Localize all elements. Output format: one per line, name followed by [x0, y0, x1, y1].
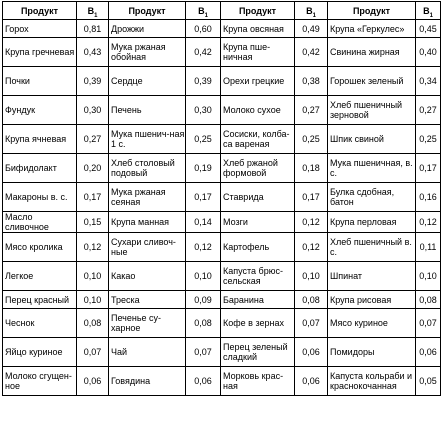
b1-value-cell: 0,06 — [416, 338, 441, 367]
product-cell: Молоко сухое — [221, 96, 295, 125]
b1-value-cell: 0,10 — [77, 262, 109, 291]
product-cell: Горошек зеленый — [328, 67, 416, 96]
table-row — [3, 183, 441, 212]
table-row — [3, 212, 441, 233]
table-row — [3, 233, 441, 262]
b1-value-cell: 0,10 — [295, 262, 328, 291]
product-cell: Хлеб пшеничный зерновой — [328, 96, 416, 125]
b1-value-cell: 0,09 — [186, 291, 221, 309]
b1-value-cell: 0,18 — [295, 154, 328, 183]
b1-value-cell: 0,19 — [186, 154, 221, 183]
table-row — [3, 309, 441, 338]
b1-column-header: $B_1$ — [77, 2, 109, 20]
b1-column-header: $B_1$ — [295, 2, 328, 20]
product-cell: Крупа рисовая — [328, 291, 416, 309]
product-cell: Крупа «Геркулес» — [328, 20, 416, 38]
table-body — [3, 20, 441, 396]
b1-value-cell: 0,10 — [77, 291, 109, 309]
product-cell: Почки — [3, 67, 77, 96]
b1-value-cell: 0,08 — [416, 291, 441, 309]
b1-value-cell: 0,39 — [77, 67, 109, 96]
table-row — [3, 67, 441, 96]
product-column-header: Продукт — [221, 2, 295, 20]
b1-value-cell: 0,12 — [186, 233, 221, 262]
vitamin-b1-table — [2, 1, 441, 396]
product-cell: Помидоры — [328, 338, 416, 367]
product-cell: Горох — [3, 20, 77, 38]
b1-value-cell: 0,16 — [416, 183, 441, 212]
b1-value-cell: 0,39 — [186, 67, 221, 96]
b1-value-cell: 0,06 — [77, 367, 109, 396]
product-cell: Какао — [109, 262, 186, 291]
product-cell: Баранина — [221, 291, 295, 309]
b1-value-cell: 0,34 — [416, 67, 441, 96]
product-cell: Легкое — [3, 262, 77, 291]
product-column-header: Продукт — [3, 2, 77, 20]
b1-value-cell: 0,30 — [77, 96, 109, 125]
product-cell: Чай — [109, 338, 186, 367]
b1-value-cell: 0,25 — [186, 125, 221, 154]
b1-value-cell: 0,10 — [416, 262, 441, 291]
product-cell: Хлеб столовый подовый — [109, 154, 186, 183]
b1-value-cell: 0,17 — [416, 154, 441, 183]
product-cell: Мука ржаная обойная — [109, 38, 186, 67]
product-cell: Сосиски, колба-са вареная — [221, 125, 295, 154]
b1-value-cell: 0,08 — [186, 309, 221, 338]
product-cell: Морковь крас-ная — [221, 367, 295, 396]
product-cell: Макароны в. с. — [3, 183, 77, 212]
b1-value-cell: 0,42 — [186, 38, 221, 67]
b1-value-cell: 0,07 — [295, 309, 328, 338]
header-row — [3, 2, 441, 20]
b1-value-cell: 0,30 — [186, 96, 221, 125]
b1-value-cell: 0,20 — [77, 154, 109, 183]
b1-column-header: $B_1$ — [186, 2, 221, 20]
product-cell: Мука пшенич-ная 1 с. — [109, 125, 186, 154]
b1-value-cell: 0,12 — [416, 212, 441, 233]
product-cell: Картофель — [221, 233, 295, 262]
b1-column-header: $B_1$ — [416, 2, 441, 20]
product-cell: Крупа перловая — [328, 212, 416, 233]
product-cell: Мука ржаная сеяная — [109, 183, 186, 212]
product-cell: Сухари сливоч-ные — [109, 233, 186, 262]
b1-value-cell: 0,40 — [416, 38, 441, 67]
product-cell: Печень — [109, 96, 186, 125]
b1-value-cell: 0,06 — [295, 367, 328, 396]
b1-value-cell: 0,25 — [416, 125, 441, 154]
product-cell: Говядина — [109, 367, 186, 396]
product-cell: Капуста брюс-сельская — [221, 262, 295, 291]
product-cell: Орехи грецкие — [221, 67, 295, 96]
b1-value-cell: 0,08 — [77, 309, 109, 338]
b1-value-cell: 0,27 — [416, 96, 441, 125]
b1-value-cell: 0,10 — [186, 262, 221, 291]
b1-value-cell: 0,08 — [295, 291, 328, 309]
product-cell: Яйцо куриное — [3, 338, 77, 367]
b1-value-cell: 0,81 — [77, 20, 109, 38]
b1-value-cell: 0,49 — [295, 20, 328, 38]
product-cell: Хлеб пшеничный в. с. — [328, 233, 416, 262]
b1-value-cell: 0,12 — [295, 233, 328, 262]
product-cell: Печенье су-харное — [109, 309, 186, 338]
product-cell: Шпинат — [328, 262, 416, 291]
b1-value-cell: 0,11 — [416, 233, 441, 262]
product-cell: Мясо куриное — [328, 309, 416, 338]
b1-value-cell: 0,42 — [295, 38, 328, 67]
b1-value-cell: 0,07 — [416, 309, 441, 338]
b1-value-cell: 0,14 — [186, 212, 221, 233]
product-cell: Перец красный — [3, 291, 77, 309]
b1-value-cell: 0,05 — [416, 367, 441, 396]
product-cell: Капуста кольраби и краснокочанная — [328, 367, 416, 396]
table-row — [3, 262, 441, 291]
b1-value-cell: 0,60 — [186, 20, 221, 38]
b1-value-cell: 0,15 — [77, 212, 109, 233]
product-cell: Крупа гречневая — [3, 38, 77, 67]
product-cell: Молоко сгущен-ное — [3, 367, 77, 396]
b1-value-cell: 0,25 — [295, 125, 328, 154]
b1-value-cell: 0,07 — [77, 338, 109, 367]
product-cell: Сердце — [109, 67, 186, 96]
b1-value-cell: 0,12 — [295, 212, 328, 233]
product-cell: Перец зеленый сладкий — [221, 338, 295, 367]
product-cell: Дрожжи — [109, 20, 186, 38]
table-row — [3, 38, 441, 67]
table-header — [3, 2, 441, 20]
product-cell: Свинина жирная — [328, 38, 416, 67]
table-row — [3, 338, 441, 367]
b1-value-cell: 0,17 — [77, 183, 109, 212]
b1-value-cell: 0,27 — [77, 125, 109, 154]
product-cell: Крупа пше-ничная — [221, 38, 295, 67]
b1-value-cell: 0,43 — [77, 38, 109, 67]
product-cell: Хлеб ржаной формовой — [221, 154, 295, 183]
product-cell: Крупа ячневая — [3, 125, 77, 154]
product-column-header: Продукт — [109, 2, 186, 20]
table-row — [3, 125, 441, 154]
product-cell: Треска — [109, 291, 186, 309]
table-row — [3, 96, 441, 125]
b1-value-cell: 0,17 — [295, 183, 328, 212]
table-row — [3, 367, 441, 396]
product-cell: Кофе в зернах — [221, 309, 295, 338]
b1-value-cell: 0,45 — [416, 20, 441, 38]
b1-value-cell: 0,27 — [295, 96, 328, 125]
product-cell: Шпик свиной — [328, 125, 416, 154]
b1-value-cell: 0,06 — [186, 367, 221, 396]
product-cell: Ставрида — [221, 183, 295, 212]
b1-value-cell: 0,38 — [295, 67, 328, 96]
product-cell: Булка сдобная, батон — [328, 183, 416, 212]
product-column-header: Продукт — [328, 2, 416, 20]
product-cell: Бифидолакт — [3, 154, 77, 183]
b1-value-cell: 0,07 — [186, 338, 221, 367]
product-cell: Крупа манная — [109, 212, 186, 233]
product-cell: Фундук — [3, 96, 77, 125]
table-row — [3, 291, 441, 309]
b1-value-cell: 0,06 — [295, 338, 328, 367]
table-row — [3, 20, 441, 38]
product-cell: Чеснок — [3, 309, 77, 338]
table-row — [3, 154, 441, 183]
product-cell: Крупа овсяная — [221, 20, 295, 38]
product-cell: Мясо кролика — [3, 233, 77, 262]
product-cell: Масло сливочное — [3, 212, 77, 233]
product-cell: Мозги — [221, 212, 295, 233]
b1-value-cell: 0,17 — [186, 183, 221, 212]
b1-value-cell: 0,12 — [77, 233, 109, 262]
product-cell: Мука пшеничная, в. с. — [328, 154, 416, 183]
